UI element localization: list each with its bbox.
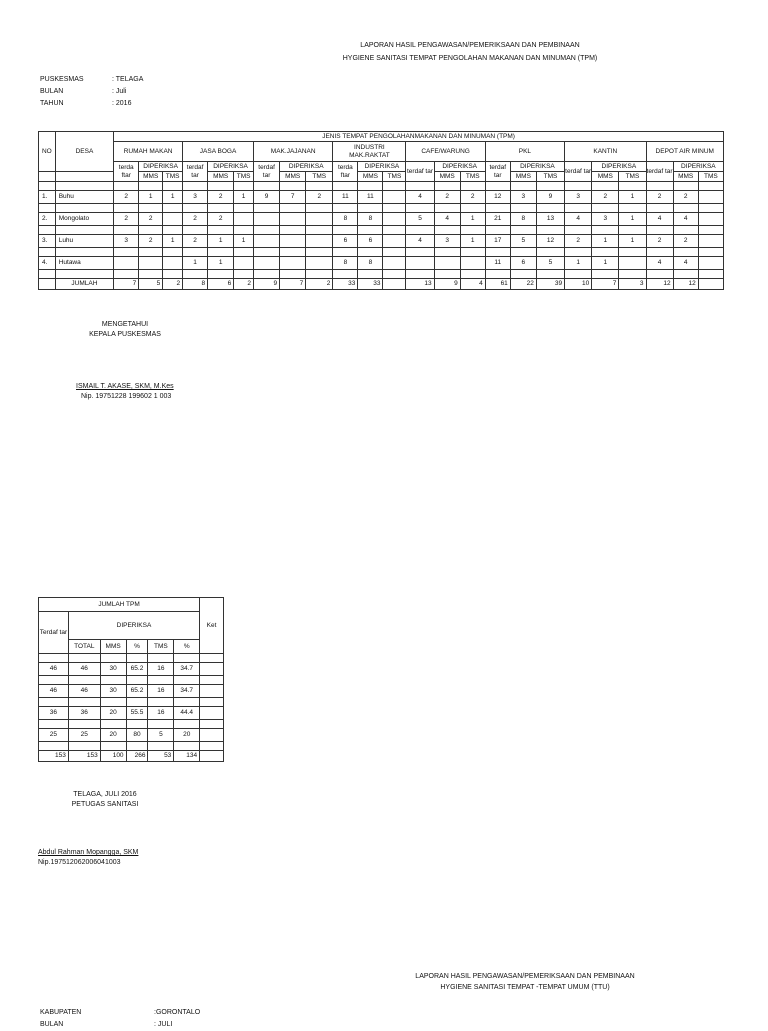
table-cell: 4	[646, 213, 673, 226]
jumlah-cell: 61	[485, 279, 510, 290]
officer-name: Abdul Rahman Mopangga, SKM	[38, 849, 139, 856]
jumlah-cell: 22	[510, 279, 536, 290]
table-cell: 36	[39, 707, 69, 720]
table-cell: 2	[673, 191, 698, 204]
head-signature	[76, 383, 174, 400]
table-row	[39, 663, 224, 676]
report-info-2: KABUPATEN :GORONTALO BULAN : JULI	[40, 1009, 201, 1028]
table-cell: 25	[68, 729, 100, 742]
table-cell: 36	[68, 707, 100, 720]
table-cell	[306, 257, 333, 270]
col-desa: DESA	[55, 132, 113, 172]
table-cell: 16	[148, 663, 174, 676]
table-cell: 8	[333, 213, 358, 226]
report-subtitle-1: HYGIENE SANITASI TEMPAT PENGOLAHAN MAKANAN DAN MINUMAN (TPM)	[342, 55, 598, 62]
table-cell: 2	[434, 191, 460, 204]
table-cell: 4	[673, 213, 698, 226]
table-cell	[114, 257, 139, 270]
table-cell	[383, 235, 406, 248]
table-cell	[163, 213, 183, 226]
table-cell: 3	[565, 191, 592, 204]
head-nip: Nip. 19751228 199602 1 003	[81, 393, 172, 400]
jumlah-cell: 10	[565, 279, 592, 290]
total-cell: 100	[100, 751, 126, 762]
table-cell: 2	[592, 191, 619, 204]
table-row	[39, 685, 224, 698]
table-cell: 12	[536, 235, 564, 248]
table-cell: 1	[592, 257, 619, 270]
report-title-2: LAPORAN HASIL PENGAWASAN/PEMERIKSAAN DAN PEMBINAAN HYGIENE SANITASI TEMPAT -TEMPAT UMUM (TTU)	[415, 973, 635, 991]
table-cell: 8	[333, 257, 358, 270]
jumlah-cell	[383, 279, 406, 290]
acknowledge-block: MENGETAHUI KEPALA PUSKESMAS	[89, 321, 161, 338]
table-cell: 1	[234, 235, 254, 248]
spacer-row	[39, 204, 724, 213]
table-cell: 16	[148, 685, 174, 698]
table-cell: 4	[434, 213, 460, 226]
table-cell: 11	[358, 191, 383, 204]
table-cell: 2	[460, 191, 485, 204]
table-cell: 12	[485, 191, 510, 204]
table-cell	[383, 191, 406, 204]
row-no: 1.	[39, 191, 56, 204]
table-cell: 6	[358, 235, 383, 248]
jumlah-cell: 9	[254, 279, 280, 290]
table-cell: 4	[406, 235, 434, 248]
table-cell: 2	[208, 213, 234, 226]
jumlah-cell	[698, 279, 723, 290]
row-desa: Mongolato	[55, 213, 113, 226]
table-cell: 2	[646, 191, 673, 204]
row-no: 4.	[39, 257, 56, 270]
table-cell: 20	[174, 729, 200, 742]
jumlah-cell: 4	[460, 279, 485, 290]
table-cell: 8	[358, 257, 383, 270]
table-cell: 2	[114, 213, 139, 226]
jumlah-cell: 12	[673, 279, 698, 290]
table-cell	[163, 257, 183, 270]
table-cell: 1	[139, 191, 163, 204]
table-cell: 30	[100, 685, 126, 698]
table-cell: 46	[68, 663, 100, 676]
head-name: ISMAIL T. AKASE, SKM, M.Kes	[76, 383, 174, 390]
table-cell	[698, 213, 723, 226]
table-cell: 46	[39, 663, 69, 676]
table-cell	[280, 235, 306, 248]
spacer-row	[39, 270, 724, 279]
table-cell: 1	[592, 235, 619, 248]
table-row	[39, 707, 224, 720]
jumlah-tpm-table	[38, 597, 224, 762]
jumlah-cell: 2	[306, 279, 333, 290]
jumlah-cell: 2	[163, 279, 183, 290]
total-cell: 153	[68, 751, 100, 762]
table-cell: 7	[280, 191, 306, 204]
table-cell: 2	[183, 235, 208, 248]
spacer-row	[39, 226, 724, 235]
group-title: JENIS TEMPAT PENGOLAHANMAKANAN DAN MINUMAN (TPM)	[114, 132, 724, 142]
table-cell: 9	[536, 191, 564, 204]
table-cell: 34.7	[174, 685, 200, 698]
officer-nip: Nip.197512062006041003	[38, 859, 121, 866]
table-cell: 1	[163, 235, 183, 248]
table-cell	[280, 213, 306, 226]
jumlah-cell: 7	[592, 279, 619, 290]
spacer-row	[39, 676, 224, 685]
category-row: RUMAH MAKAN JASA BOGA MAK.JAJANAN INDUSTRI MAK.RAKTAT CAFE/WARUNG PKL KANTIN DEPOT AIR MINUM	[39, 142, 724, 162]
table-cell: 44.4	[174, 707, 200, 720]
table-row	[39, 257, 724, 270]
row-desa: Hutawa	[55, 257, 113, 270]
table-cell: 3	[592, 213, 619, 226]
table-cell: 21	[485, 213, 510, 226]
table-cell: 80	[126, 729, 148, 742]
ket-header: Ket	[200, 598, 224, 654]
table-cell	[306, 235, 333, 248]
jumlah-cell: 2	[234, 279, 254, 290]
table-cell: 5	[510, 235, 536, 248]
table-cell	[460, 257, 485, 270]
table-cell: 13	[536, 213, 564, 226]
table-cell: 25	[39, 729, 69, 742]
jumlah-cell: 7	[280, 279, 306, 290]
row-no: 3.	[39, 235, 56, 248]
table-cell	[234, 213, 254, 226]
diperiksa-header: DIPERIKSA	[68, 612, 199, 640]
table-cell: 2	[114, 191, 139, 204]
table-cell: 2	[139, 235, 163, 248]
table-cell: 1	[208, 235, 234, 248]
table-cell	[254, 213, 280, 226]
jumlah-cell: 39	[536, 279, 564, 290]
jumlah-cell: 3	[619, 279, 646, 290]
total-cell: 153	[39, 751, 69, 762]
table-row	[39, 235, 724, 248]
spacer-row	[39, 182, 724, 191]
table-cell: 20	[100, 729, 126, 742]
jumlah-row	[39, 279, 724, 290]
table-cell: 30	[100, 663, 126, 676]
table-cell: 2	[565, 235, 592, 248]
table-cell: 1	[208, 257, 234, 270]
table-cell: 1	[460, 235, 485, 248]
report-title-1: LAPORAN HASIL PENGAWASAN/PEMERIKSAAN DAN PEMBINAAN	[360, 42, 580, 49]
table-cell	[254, 235, 280, 248]
table-cell: 46	[68, 685, 100, 698]
table-cell: 2	[673, 235, 698, 248]
table-cell: 1	[183, 257, 208, 270]
spacer-row	[39, 248, 724, 257]
table-cell: 11	[485, 257, 510, 270]
table-cell: 1	[619, 191, 646, 204]
table-cell: 8	[358, 213, 383, 226]
jumlah-cell: 33	[358, 279, 383, 290]
table-cell	[234, 257, 254, 270]
tpm-table	[38, 131, 724, 290]
table-row	[39, 213, 724, 226]
table-cell: 5	[536, 257, 564, 270]
table-cell: 3	[510, 191, 536, 204]
table-cell	[406, 257, 434, 270]
table-cell	[254, 257, 280, 270]
table-cell	[434, 257, 460, 270]
table-cell: 34.7	[174, 663, 200, 676]
table-cell: 4	[406, 191, 434, 204]
table-cell	[698, 257, 723, 270]
jumlah-cell: 9	[434, 279, 460, 290]
officer-signature	[38, 849, 138, 866]
jumlah-tpm-title: JUMLAH TPM	[39, 598, 200, 612]
table-cell: 5	[406, 213, 434, 226]
row-desa: Buhu	[55, 191, 113, 204]
table-cell: 4	[646, 257, 673, 270]
col-no: NO	[39, 132, 56, 172]
report-info-1: PUSKESMAS : TELAGA BULAN : Juli TAHUN : 2016	[40, 76, 144, 107]
table-cell: 1	[619, 213, 646, 226]
table-cell: 2	[306, 191, 333, 204]
jumlah-cell: 8	[183, 279, 208, 290]
table-row	[39, 191, 724, 204]
jumlah-cell: 7	[114, 279, 139, 290]
row-desa: Luhu	[55, 235, 113, 248]
table-cell: 3	[434, 235, 460, 248]
table-cell	[698, 235, 723, 248]
total-cell: 53	[148, 751, 174, 762]
table-cell: 1	[163, 191, 183, 204]
table-cell: 55.5	[126, 707, 148, 720]
table-cell: 9	[254, 191, 280, 204]
table-cell: 4	[673, 257, 698, 270]
row-no: 2.	[39, 213, 56, 226]
table-cell	[619, 257, 646, 270]
table-cell	[698, 191, 723, 204]
table-cell: 11	[333, 191, 358, 204]
table-cell: 8	[510, 213, 536, 226]
table-cell	[280, 257, 306, 270]
spacer-row	[39, 742, 224, 751]
jumlah-cell: 13	[406, 279, 434, 290]
spacer-row	[39, 720, 224, 729]
total-cell: 266	[126, 751, 148, 762]
table-cell	[139, 257, 163, 270]
table-cell: 4	[565, 213, 592, 226]
table-cell: 16	[148, 707, 174, 720]
table-cell	[383, 257, 406, 270]
table-cell	[383, 213, 406, 226]
jumlah-cell: 6	[208, 279, 234, 290]
table-cell: 6	[510, 257, 536, 270]
subheader-row-2: MMS TMS MMS TMS MMS TMS MMS TMS MMS TMS MMS TMS MMS TMS MMS TMS	[39, 172, 724, 182]
spacer-row	[39, 698, 224, 707]
table-cell: 1	[234, 191, 254, 204]
total-cell: 134	[174, 751, 200, 762]
table-cell: 3	[114, 235, 139, 248]
table-cell: 6	[333, 235, 358, 248]
table-cell: 2	[208, 191, 234, 204]
table-cell: 20	[100, 707, 126, 720]
jumlah-cell: 12	[646, 279, 673, 290]
table2-subheader: TOTAL MMS % TMS %	[39, 640, 224, 654]
table-cell: 5	[148, 729, 174, 742]
terdaftar-header: Terdaf tar	[39, 612, 69, 654]
table-cell: 2	[139, 213, 163, 226]
table-cell: 2	[183, 213, 208, 226]
total-row	[39, 751, 224, 762]
officer-block: TELAGA, JULI 2016 PETUGAS SANITASI	[71, 791, 139, 808]
table-cell: 1	[460, 213, 485, 226]
jumlah-cell: 5	[139, 279, 163, 290]
table-cell: 65.2	[126, 685, 148, 698]
table-cell: 1	[619, 235, 646, 248]
table-cell	[306, 213, 333, 226]
spacer-row	[39, 654, 224, 663]
jumlah-label: JUMLAH	[55, 279, 113, 290]
table-cell: 2	[646, 235, 673, 248]
table-cell: 3	[183, 191, 208, 204]
subheader-row-1: terda ftar DIPERIKSA terdaf tar DIPERIKSA terdaf tar DIPERIKSA terda ftar DIPERIKSA terdaf tar DIPERIKSA terdaf tar DIPERIKSA terdaf tar DIPERIKSA terdaf tar DIPERIKSA	[39, 162, 724, 172]
jumlah-cell: 33	[333, 279, 358, 290]
table-cell: 65.2	[126, 663, 148, 676]
table-cell: 1	[565, 257, 592, 270]
table-cell: 46	[39, 685, 69, 698]
table-row	[39, 729, 224, 742]
table-cell: 17	[485, 235, 510, 248]
